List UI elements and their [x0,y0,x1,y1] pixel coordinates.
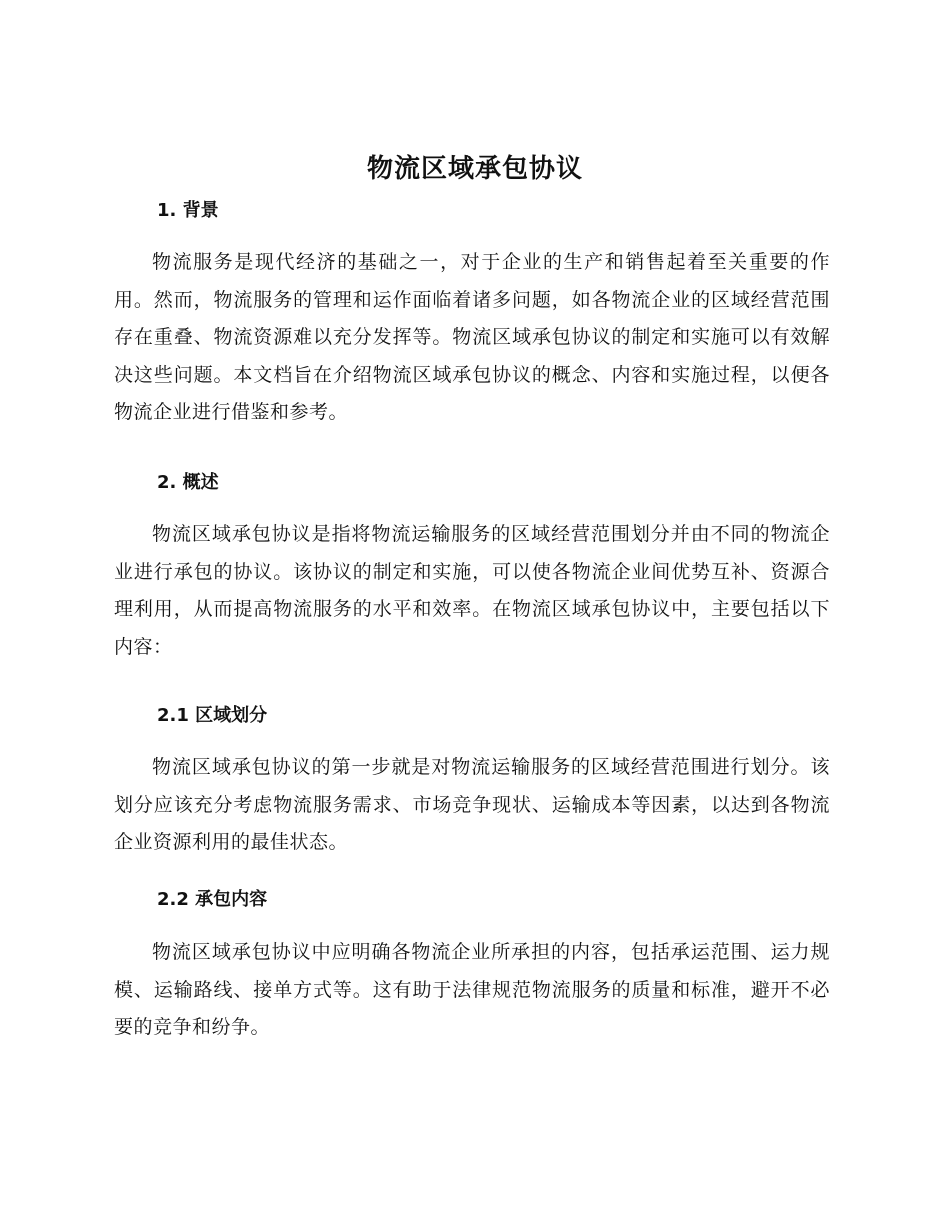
section-heading-contract-content: 2.2 承包内容 [157,889,268,910]
section-paragraph-overview: 物流区域承包协议是指将物流运输服务的区域经营范围划分并由不同的物流企业进行承包的协议。该协议的制定和实施，可以使各物流企业间优势互补、资源合理利用，从而提高物流服务的水平和效率。在物流区域承包协议中，主要包括以下内容： [114,523,830,658]
document-title: 物流区域承包协议 [366,154,583,184]
section-paragraph-contract-content: 物流区域承包协议中应明确各物流企业所承担的内容，包括承运范围、运力规模、运输路线、接单方式等。这有助于法律规范物流服务的质量和标准，避开不必要的竞争和纷争。 [114,941,830,1038]
section-heading-region-division: 2.1 区域划分 [157,705,268,726]
section-heading-background: 1. 背景 [157,200,219,221]
section-heading-overview: 2. 概述 [157,472,219,493]
section-paragraph-background: 物流服务是现代经济的基础之一，对于企业的生产和销售起着至关重要的作用。然而，物流服务的管理和运作面临着诸多问题，如各物流企业的区域经营范围存在重叠、物流资源难以充分发挥等。物流区域承包协议的制定和实施可以有效解决这些问题。本文档旨在介绍物流区域承包协议的概念、内容和实施过程，以便各物流企业进行借鉴和参考。 [114,251,830,423]
section-paragraph-region-division: 物流区域承包协议的第一步就是对物流运输服务的区域经营范围进行划分。该划分应该充分考虑物流服务需求、市场竞争现状、运输成本等因素，以达到各物流企业资源利用的最佳状态。 [114,756,830,853]
